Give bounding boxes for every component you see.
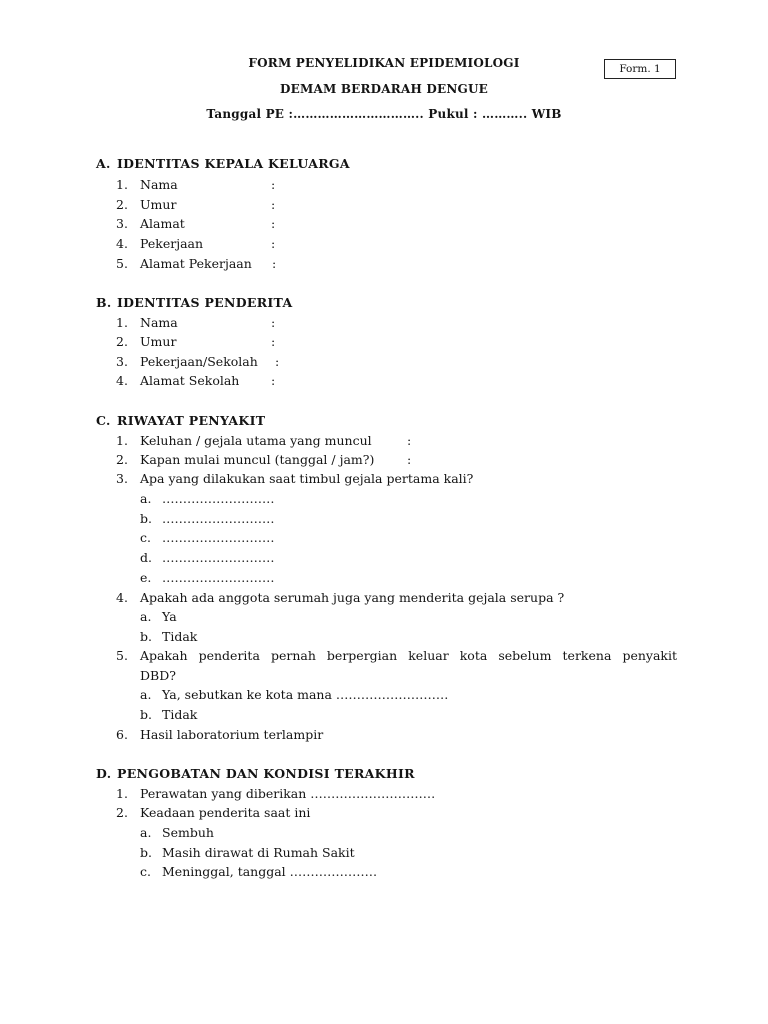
field-label: Nama xyxy=(140,315,178,330)
field-label: Umur xyxy=(140,334,177,349)
field-label: Alamat xyxy=(140,216,185,231)
section-c-letter: C. xyxy=(96,413,111,428)
field-colon: : xyxy=(407,433,412,448)
question-label: Apakah penderita pernah berpergian keluar kota sebelum terkena penyakit xyxy=(140,648,677,663)
answer-option xyxy=(0,864,768,880)
answer-option xyxy=(0,570,768,586)
option-text: Masih dirawat di Rumah Sakit xyxy=(162,845,355,860)
section-b-item xyxy=(0,354,768,370)
option-letter: c. xyxy=(140,864,151,879)
field-colon: : xyxy=(271,216,276,231)
option-text: ……………………… xyxy=(162,530,275,545)
item-number: 5. xyxy=(116,256,128,271)
option-text: Sembuh xyxy=(162,825,214,840)
section-b-letter: B. xyxy=(96,295,112,310)
option-letter: b. xyxy=(140,511,152,526)
field-colon: : xyxy=(271,177,276,192)
answer-option xyxy=(0,845,768,861)
field-colon: : xyxy=(271,334,276,349)
date-line: Tanggal PE :………………………….. Pukul : ……….. WIB xyxy=(206,107,562,121)
option-letter: a. xyxy=(140,609,152,624)
option-letter: d. xyxy=(140,550,152,565)
option-text: ……………………… xyxy=(162,570,275,585)
answer-option xyxy=(0,629,768,645)
item-number: 2. xyxy=(116,452,128,467)
section-b-title: IDENTITAS PENDERITA xyxy=(117,295,293,310)
section-d-question xyxy=(0,786,768,802)
field-label: Pekerjaan xyxy=(140,236,204,251)
form-subtitle: DEMAM BERDARAH DENGUE xyxy=(280,82,488,96)
item-number: 5. xyxy=(116,648,128,663)
item-number: 1. xyxy=(116,177,128,192)
option-letter: b. xyxy=(140,845,152,860)
option-text: Tidak xyxy=(162,707,198,722)
option-text: Ya, sebutkan ke kota mana ……………………… xyxy=(162,687,449,702)
section-b-item xyxy=(0,334,768,350)
section-c-title: RIWAYAT PENYAKIT xyxy=(117,413,266,428)
item-number: 4. xyxy=(116,236,128,251)
item-number: 2. xyxy=(116,805,128,820)
field-colon: : xyxy=(271,373,276,388)
option-text: ……………………… xyxy=(162,491,275,506)
section-d-question xyxy=(0,805,768,821)
section-c-question xyxy=(0,590,768,606)
item-number: 1. xyxy=(116,315,128,330)
question-label: Apa yang dilakukan saat timbul gejala pertama kali? xyxy=(140,471,474,486)
question-label: Kapan mulai muncul (tanggal / jam?) xyxy=(140,452,375,467)
form-title: FORM PENYELIDIKAN EPIDEMIOLOGI xyxy=(248,56,520,70)
option-letter: a. xyxy=(140,687,152,702)
section-d-heading xyxy=(96,766,415,781)
item-number: 1. xyxy=(116,433,128,448)
option-text: Tidak xyxy=(162,629,198,644)
answer-option xyxy=(0,491,768,507)
section-a-item xyxy=(0,256,768,272)
section-a-title: IDENTITAS KEPALA KELUARGA xyxy=(117,156,350,171)
section-c-question xyxy=(0,727,768,743)
field-colon: : xyxy=(272,256,277,271)
item-number: 3. xyxy=(116,216,128,231)
question-label: Keluhan / gejala utama yang muncul xyxy=(140,433,372,448)
item-number: 1. xyxy=(116,786,128,801)
section-c-question xyxy=(0,471,768,487)
section-b-heading xyxy=(96,295,292,310)
answer-option xyxy=(0,825,768,841)
field-label: Alamat Pekerjaan xyxy=(140,256,252,271)
section-b-item xyxy=(0,373,768,389)
section-c-question xyxy=(0,433,768,449)
section-c-question xyxy=(0,452,768,468)
option-letter: e. xyxy=(140,570,152,585)
item-number: 3. xyxy=(116,471,128,486)
section-a-heading xyxy=(96,156,350,171)
section-b-item xyxy=(0,315,768,331)
question-label-continued: DBD? xyxy=(140,668,176,683)
section-a-item xyxy=(0,177,768,193)
item-number: 3. xyxy=(116,354,128,369)
option-text: Meninggal, tanggal ………………… xyxy=(162,864,378,879)
answer-option xyxy=(0,687,768,703)
section-d-letter: D. xyxy=(96,766,112,781)
field-colon: : xyxy=(271,197,276,212)
section-a-letter: A. xyxy=(96,156,111,171)
section-d-title: PENGOBATAN DAN KONDISI TERAKHIR xyxy=(117,766,415,781)
question-label: Apakah ada anggota serumah juga yang menderita gejala serupa ? xyxy=(140,590,565,605)
field-label: Alamat Sekolah xyxy=(140,373,240,388)
field-label: Nama xyxy=(140,177,178,192)
section-a-item xyxy=(0,236,768,252)
option-letter: b. xyxy=(140,707,152,722)
item-number: 4. xyxy=(116,373,128,388)
field-colon: : xyxy=(271,315,276,330)
form-number-box: Form. 1 xyxy=(604,59,676,79)
answer-option xyxy=(0,530,768,546)
option-letter: c. xyxy=(140,530,151,545)
option-letter: b. xyxy=(140,629,152,644)
option-text: Ya xyxy=(162,609,177,624)
section-a-item xyxy=(0,197,768,213)
item-number: 2. xyxy=(116,334,128,349)
field-colon: : xyxy=(407,452,412,467)
field-colon: : xyxy=(275,354,280,369)
item-number: 4. xyxy=(116,590,128,605)
section-a-item xyxy=(0,216,768,232)
field-colon: : xyxy=(271,236,276,251)
answer-option xyxy=(0,707,768,723)
question-label: Keadaan penderita saat ini xyxy=(140,805,311,820)
answer-option xyxy=(0,511,768,527)
option-text: ……………………… xyxy=(162,550,275,565)
field-label: Umur xyxy=(140,197,177,212)
option-text: ……………………… xyxy=(162,511,275,526)
section-c-heading xyxy=(96,413,265,428)
item-number: 6. xyxy=(116,727,128,742)
option-letter: a. xyxy=(140,825,152,840)
answer-option xyxy=(0,550,768,566)
question-label: Perawatan yang diberikan ………………………… xyxy=(140,786,436,801)
item-number: 2. xyxy=(116,197,128,212)
field-label: Pekerjaan/Sekolah xyxy=(140,354,258,369)
option-letter: a. xyxy=(140,491,152,506)
question-label: Hasil laboratorium terlampir xyxy=(140,727,324,742)
answer-option xyxy=(0,609,768,625)
